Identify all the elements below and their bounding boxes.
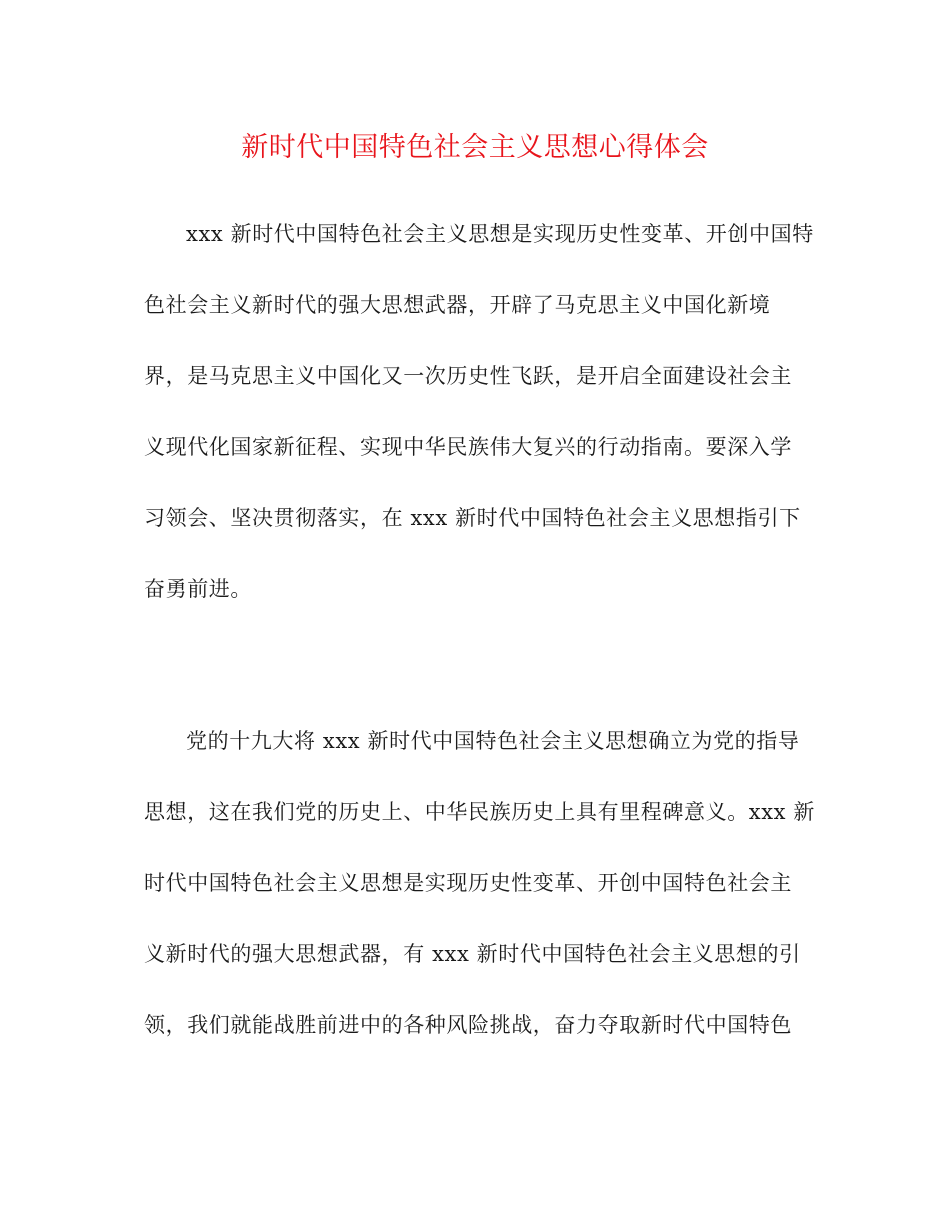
- paragraph-1-line-1: xxx 新时代中国特色社会主义思想是实现历史性变革、开创中国特: [186, 222, 814, 246]
- paragraph-2-line-2: 思想，这在我们党的历史上、中华民族历史上具有里程碑意义。xxx 新: [144, 800, 816, 824]
- paragraph-2-line-4: 义新时代的强大思想武器，有 xxx 新时代中国特色社会主义思想的引: [144, 942, 801, 966]
- document-title: 新时代中国特色社会主义思想心得体会: [241, 132, 709, 163]
- paragraph-1-line-2: 色社会主义新时代的强大思想武器，开辟了马克思主义中国化新境: [144, 293, 771, 317]
- paragraph-2-line-1: 党的十九大将 xxx 新时代中国特色社会主义思想确立为党的指导: [186, 729, 800, 753]
- paragraph-1-line-4: 义现代化国家新征程、实现中华民族伟大复兴的行动指南。要深入学: [144, 435, 792, 459]
- paragraph-1-line-5: 习领会、坚决贯彻落实，在 xxx 新时代中国特色社会主义思想指引下: [144, 506, 801, 530]
- paragraph-2-line-5: 领，我们就能战胜前进中的各种风险挑战，奋力夺取新时代中国特色: [144, 1013, 792, 1037]
- paragraph-1-line-6: 奋勇前进。: [144, 577, 252, 601]
- paragraph-2-line-3: 时代中国特色社会主义思想是实现历史性变革、开创中国特色社会主: [144, 871, 792, 895]
- paragraph-1-line-3: 界，是马克思主义中国化又一次历史性飞跃，是开启全面建设社会主: [144, 364, 792, 388]
